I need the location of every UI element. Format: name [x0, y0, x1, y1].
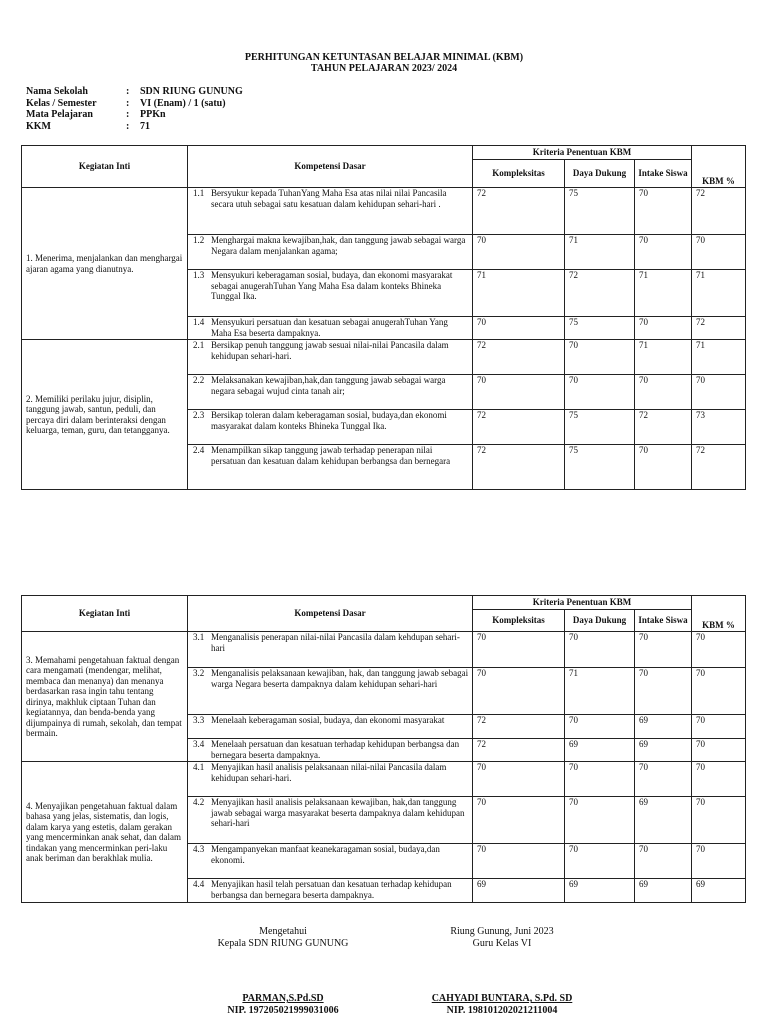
- header-kegiatan: Kegiatan Inti: [22, 596, 188, 632]
- kompetensi-cell: [188, 270, 473, 317]
- header-kegiatan: Kegiatan Inti: [22, 146, 188, 188]
- kd-text: Melaksanakan kewajiban,hak,dan tanggung jawab sebagai warga negara sebagai wujud cinta tanah air;: [211, 375, 446, 396]
- kompleksitas-cell: 70: [473, 375, 565, 410]
- intake-cell: 70: [635, 188, 692, 235]
- info-value: VI (Enam) / 1 (satu): [140, 97, 226, 109]
- kbm-cell: 73: [692, 410, 746, 445]
- daya-dukung-cell: 70: [565, 375, 635, 410]
- kompleksitas-cell: 70: [473, 317, 565, 340]
- daya-dukung-cell: 69: [565, 879, 635, 903]
- kompleksitas-cell: 72: [473, 410, 565, 445]
- info-key: Kelas / Semester: [26, 97, 97, 109]
- kd-number: 1.1: [193, 188, 205, 198]
- info-row: Kelas / Semester : VI (Enam) / 1 (satu): [26, 97, 226, 109]
- kompleksitas-cell: 69: [473, 879, 565, 903]
- kegiatan-inti-cell: 4. Menyajikan pengetahuan faktual dalam bahasa yang jelas, sistematis, dan logis, dalam karya yang estetis, dalam gerakan yang mencerminkan anak sehat, dan dalam tindakan yang mencerminkan peri-laku anak beriman dan berakhlak mulia.: [22, 762, 188, 903]
- kd-text: Menelaah keberagaman sosial, budaya, dan ekonomi masyarakat: [211, 715, 445, 725]
- kd-text: Bersyukur kepada TuhanYang Maha Esa atas nilai nilai Pancasila secara utuh sebagai satu kesatuan dalam kehidupan sehari-hari .: [211, 188, 447, 209]
- intake-cell: 69: [635, 797, 692, 844]
- kd-number: 4.1: [193, 762, 205, 772]
- kompetensi-cell: [188, 317, 473, 340]
- header-kompetensi: Kompetensi Dasar: [188, 146, 473, 188]
- kbm-cell: 72: [692, 188, 746, 235]
- kbm-cell: 70: [692, 632, 746, 668]
- kd-number: 2.3: [193, 410, 205, 420]
- daya-dukung-cell: 70: [565, 762, 635, 797]
- kd-number: 4.2: [193, 797, 205, 807]
- kd-text: Bersikap toleran dalam keberagaman sosial, budaya,dan ekonomi masyarakat dalam konteks Bhineka Tunggal Ika.: [211, 410, 447, 431]
- header-daya-dukung: Daya Dukung: [565, 160, 635, 188]
- header-kompleksitas: Kompleksitas: [473, 610, 565, 632]
- kbm-cell: 70: [692, 668, 746, 715]
- kbm-cell: 72: [692, 317, 746, 340]
- kd-number: 2.2: [193, 375, 205, 385]
- kd-text: Menyajikan hasil telah persatuan dan kesatuan terhadap kehidupan berbangsa dan bernegara beserta dampaknya.: [211, 879, 452, 900]
- info-key: KKM: [26, 120, 51, 132]
- kd-number: 3.3: [193, 715, 205, 725]
- header-daya-dukung: Daya Dukung: [565, 610, 635, 632]
- intake-cell: 70: [635, 844, 692, 879]
- kompetensi-cell: [188, 188, 473, 235]
- table-row: [22, 632, 746, 668]
- kd-text: Menghargai makna kewajiban,hak, dan tanggung jawab sebagai warga Negara dalam menjalankan agama;: [211, 235, 466, 256]
- intake-cell: 71: [635, 270, 692, 317]
- header-intake: Intake Siswa: [635, 610, 692, 632]
- intake-cell: 71: [635, 340, 692, 375]
- document-title: PERHITUNGAN KETUNTASAN BELAJAR MINIMAL (KBM): [244, 52, 524, 63]
- daya-dukung-cell: 75: [565, 445, 635, 490]
- kd-text: Menampilkan sikap tanggung jawab terhadap penerapan nilai persatuan dan kesatuan dalam kehidupan berbangsa dan bernegara: [211, 445, 451, 466]
- signature-left-line1: Mengetahui: [259, 926, 307, 937]
- kd-number: 1.2: [193, 235, 205, 245]
- kbm-cell: 70: [692, 375, 746, 410]
- kbm-cell: 70: [692, 844, 746, 879]
- header-kbm: KBM %: [692, 146, 746, 188]
- signature-left-line2: Kepala SDN RIUNG GUNUNG: [217, 938, 349, 949]
- signature-right-line1: Riung Gunung, Juni 2023: [450, 926, 554, 937]
- info-row: Nama Sekolah : SDN RIUNG GUNUNG: [26, 86, 243, 97]
- intake-cell: 69: [635, 879, 692, 903]
- kd-text: Mensyukuri keberagaman sosial, budaya, dan ekonomi masyarakat sebagai anugerahTuhan Yang Maha Esa dalam konteks Bhineka Tunggal Ika.: [211, 270, 453, 301]
- header-kompleksitas: Kompleksitas: [473, 160, 565, 188]
- kd-text: Mengampanyekan manfaat keanekaragaman sosial, budaya,dan ekonomi.: [211, 844, 440, 865]
- kompleksitas-cell: 70: [473, 668, 565, 715]
- headmaster-name: PARMAN,S.Pd.SD: [242, 993, 324, 1004]
- teacher-name: CAHYADI BUNTARA, S.Pd. SD: [431, 993, 573, 1004]
- daya-dukung-cell: 70: [565, 844, 635, 879]
- kompleksitas-cell: 72: [473, 445, 565, 490]
- kd-text: Menyajikan hasil analisis pelaksanaan nilai-nilai Pancasila dalam kehidupan sehari-hari.: [211, 762, 447, 783]
- signature-right: [400, 926, 604, 1017]
- intake-cell: 70: [635, 668, 692, 715]
- kd-text: Menelaah persatuan dan kesatuan terhadap kehidupan berbangsa dan bernegara beserta dampaknya.: [211, 739, 460, 760]
- signature-left: [190, 926, 376, 1017]
- daya-dukung-cell: 71: [565, 235, 635, 270]
- kompetensi-cell: [188, 739, 473, 762]
- signature-right-line2: Guru Kelas VI: [472, 938, 532, 949]
- info-value: PPKn: [140, 109, 166, 120]
- kd-number: 4.4: [193, 879, 205, 889]
- intake-cell: 70: [635, 235, 692, 270]
- kompleksitas-cell: 70: [473, 797, 565, 844]
- daya-dukung-cell: 69: [565, 739, 635, 762]
- kompetensi-cell: [188, 797, 473, 844]
- daya-dukung-cell: 70: [565, 797, 635, 844]
- table-row: [22, 340, 746, 375]
- kegiatan-inti-cell: 2. Memiliki perilaku jujur, disiplin, tanggung jawab, santun, peduli, dan percaya diri dalam berinteraksi dengan keluarga, teman, guru, dan tetangganya.: [22, 340, 188, 490]
- kompleksitas-cell: 70: [473, 762, 565, 797]
- kbm-cell: 70: [692, 235, 746, 270]
- intake-cell: 69: [635, 715, 692, 739]
- kbm-cell: 70: [692, 739, 746, 762]
- kompetensi-cell: [188, 668, 473, 715]
- info-key: Nama Sekolah: [26, 86, 88, 97]
- info-value: 71: [140, 120, 150, 132]
- kbm-cell: 71: [692, 340, 746, 375]
- kd-number: 4.3: [193, 844, 205, 854]
- daya-dukung-cell: 75: [565, 188, 635, 235]
- kompetensi-cell: [188, 340, 473, 375]
- intake-cell: 69: [635, 739, 692, 762]
- kompleksitas-cell: 72: [473, 739, 565, 762]
- kompleksitas-cell: 72: [473, 188, 565, 235]
- intake-cell: 70: [635, 317, 692, 340]
- kegiatan-inti-cell: 1. Menerima, menjalankan dan menghargai ajaran agama yang dianutnya.: [22, 188, 188, 340]
- header-kompetensi: Kompetensi Dasar: [188, 596, 473, 632]
- kbm-cell: 71: [692, 270, 746, 317]
- kompleksitas-cell: 72: [473, 715, 565, 739]
- kd-text: Menganalisis pelaksanaan kewajiban, hak, dan tanggung jawab sebagai warga Negara beserta dampaknya dalam kehidupan sehari-hari: [211, 668, 469, 689]
- info-row: KKM : 71: [26, 120, 150, 132]
- daya-dukung-cell: 72: [565, 270, 635, 317]
- kd-number: 3.1: [193, 632, 205, 642]
- kompetensi-cell: [188, 375, 473, 410]
- info-row: Mata Pelajaran : PPKn: [26, 109, 166, 120]
- info-value: SDN RIUNG GUNUNG: [140, 86, 243, 97]
- intake-cell: 70: [635, 762, 692, 797]
- kegiatan-inti-cell: 3. Memahami pengetahuan faktual dengan cara mengamati (mendengar, melihat, membaca dan menanya) dan menanya berdasarkan rasa ingin tahu tentang dirinya, makhluk ciptaan Tuhan dan kegiatannya, dan benda-benda yang dijumpainya di rumah, sekolah, dan tempat bermain.: [22, 632, 188, 762]
- intake-cell: 70: [635, 375, 692, 410]
- kd-number: 2.1: [193, 340, 205, 350]
- kompetensi-cell: [188, 844, 473, 879]
- kompetensi-cell: [188, 879, 473, 903]
- info-block: [26, 86, 243, 132]
- kd-number: 3.4: [193, 739, 205, 749]
- kd-number: 1.3: [193, 270, 205, 280]
- kbm-table-1: [21, 145, 746, 490]
- kbm-cell: 70: [692, 715, 746, 739]
- kompetensi-cell: [188, 715, 473, 739]
- kompetensi-cell: [188, 632, 473, 668]
- teacher-nip: NIP. 198101202021211004: [446, 1005, 558, 1016]
- header-intake: Intake Siswa: [635, 160, 692, 188]
- header-kbm: KBM %: [692, 596, 746, 632]
- kd-text: Bersikap penuh tanggung jawab sesuai nilai-nilai Pancasila dalam kehidupan sehari-hari.: [211, 340, 449, 361]
- kompleksitas-cell: 70: [473, 844, 565, 879]
- kbm-cell: 70: [692, 797, 746, 844]
- intake-cell: 72: [635, 410, 692, 445]
- kompleksitas-cell: 72: [473, 340, 565, 375]
- kd-text: Menganalisis penerapan nilai-nilai Pancasila dalam kehdupan sehari-hari: [211, 632, 460, 653]
- kompetensi-cell: [188, 235, 473, 270]
- table-row: [22, 188, 746, 235]
- kompleksitas-cell: 70: [473, 632, 565, 668]
- kd-text: Menyajikan hasil analisis pelaksanaan kewajiban, hak,dan tanggung jawab sebagai warga masyarakat beserta dampaknya dalam kehidupan sehari-hari: [211, 797, 465, 828]
- kompetensi-cell: [188, 762, 473, 797]
- headmaster-nip: NIP. 197205021999031006: [227, 1005, 339, 1016]
- daya-dukung-cell: 70: [565, 632, 635, 668]
- daya-dukung-cell: 70: [565, 340, 635, 375]
- daya-dukung-cell: 70: [565, 715, 635, 739]
- kbm-cell: 70: [692, 762, 746, 797]
- intake-cell: 70: [635, 445, 692, 490]
- kompetensi-cell: [188, 445, 473, 490]
- document-subtitle: TAHUN PELAJARAN 2023/ 2024: [310, 63, 458, 74]
- kbm-table-2: [21, 595, 746, 903]
- daya-dukung-cell: 71: [565, 668, 635, 715]
- kompleksitas-cell: 71: [473, 270, 565, 317]
- kd-number: 1.4: [193, 317, 205, 327]
- header-kriteria: Kriteria Penentuan KBM: [473, 596, 692, 610]
- daya-dukung-cell: 75: [565, 317, 635, 340]
- kd-number: 2.4: [193, 445, 205, 455]
- kd-text: Mensyukuri persatuan dan kesatuan sebagai anugerahTuhan Yang Maha Esa beserta dampaknya.: [211, 317, 448, 338]
- kompetensi-cell: [188, 410, 473, 445]
- table-row: [22, 762, 746, 797]
- intake-cell: 70: [635, 632, 692, 668]
- info-key: Mata Pelajaran: [26, 109, 93, 120]
- kbm-cell: 72: [692, 445, 746, 490]
- kd-number: 3.2: [193, 668, 205, 678]
- kbm-cell: 69: [692, 879, 746, 903]
- header-kriteria: Kriteria Penentuan KBM: [473, 146, 692, 160]
- daya-dukung-cell: 75: [565, 410, 635, 445]
- kompleksitas-cell: 70: [473, 235, 565, 270]
